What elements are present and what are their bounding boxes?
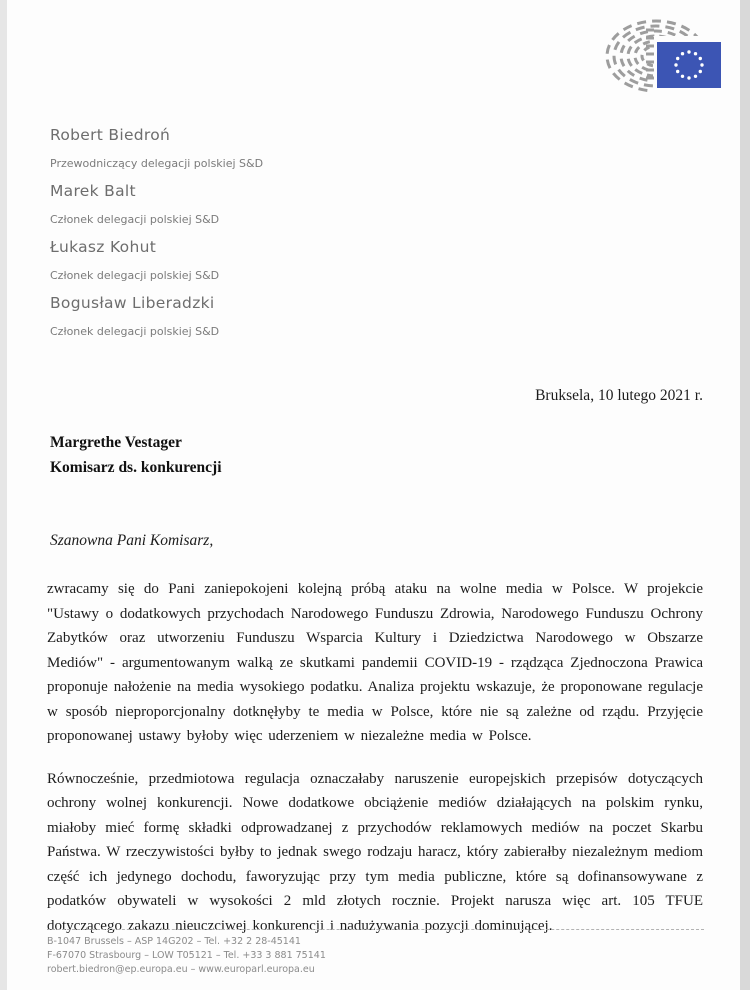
recipient-name: Margrethe Vestager: [50, 434, 182, 451]
letter-body: [47, 577, 703, 938]
signatory-name: Marek Balt: [50, 182, 136, 200]
page-edge-right: [740, 0, 750, 990]
signatory: [50, 182, 263, 226]
salutation: Szanowna Pani Komisarz,: [50, 532, 214, 549]
signatory-title: Członek delegacji polskiej S&D: [50, 269, 220, 282]
recipient-title: Komisarz ds. konkurencji: [50, 459, 222, 476]
eu-flag: [657, 42, 721, 88]
footer-address-strasbourg: F-67070 Strasbourg – LOW T05121 – Tel. +33 3 881 75141: [47, 950, 326, 961]
signatory: [50, 238, 263, 282]
signatory-title: Przewodniczący delegacji polskiej S&D: [50, 157, 264, 170]
footer: [47, 929, 704, 977]
signatory: [50, 294, 263, 338]
signatory-name: Łukasz Kohut: [50, 238, 157, 256]
european-parliament-logo: [598, 16, 726, 94]
signatory-title: Członek delegacji polskiej S&D: [50, 325, 220, 338]
signatory-name: Robert Biedroń: [50, 126, 171, 144]
dateline: Bruksela, 10 lutego 2021 r.: [535, 387, 703, 404]
recipient-block: [50, 430, 222, 480]
hemicycle-eu-flag-icon: [598, 16, 726, 94]
signatories-block: [50, 126, 263, 350]
footer-address-brussels: B-1047 Brussels – ASP 14G202 – Tel. +32 2 28-45141: [47, 936, 301, 947]
page-edge-left: [0, 0, 7, 990]
signatory-title: Członek delegacji polskiej S&D: [50, 213, 220, 226]
paragraph-1: zwracamy się do Pani zaniepokojeni kolejną próbą ataku na wolne media w Polsce. W projekcie "Ustawy o dodatkowych przychodach Narodowego Funduszu Zdrowia, Narodowego Funduszu Ochrony Zabytków oraz utworzeniu Funduszu Wsparcia Kultury i Dziedzictwa Narodowego w Obszarze Mediów" - argumentowanym walką ze skutkami pandemii COVID-19 - rządząca Zjednoczona Prawica proponuje nałożenie na media wysokiego podatku. Analiza projektu wskazuje, że proponowane regulacje w sposób nieproporcjonalny dotknęłyby te media w Polsce, które nie są zależne od rządu. Przyjęcie proponowanej ustawy byłoby więc uderzeniem w niezależne media w Polsce.: [47, 581, 703, 744]
signatory-name: Bogusław Liberadzki: [50, 294, 215, 312]
signatory: [50, 126, 263, 170]
paragraph-2: Równocześnie, przedmiotowa regulacja oznaczałaby naruszenie europejskich przepisów dotyczących ochrony wolnej konkurencji. Nowe dodatkowe obciążenie mediów działających na polskim rynku, miałoby mieć formę składki odprowadzanej z przychodów reklamowych mediów na poczet Skarbu Państwa. W rzeczywistości byłby to jednak swego rodzaju haracz, który zabierałby niezależnym mediom część ich jedynego dochodu, faworyzując przy tym media publiczne, które są dofinansowywane z podatków obywateli w wysokości 2 mld złotych rocznie. Projekt narusza więc art. 105 TFUE dotyczącego zakazu nieuczciwej konkurencji i nadużywania pozycji dominującej.: [47, 770, 703, 934]
letter-page: [7, 0, 740, 990]
footer-contact: robert.biedron@ep.europa.eu – www.europarl.europa.eu: [47, 964, 315, 975]
